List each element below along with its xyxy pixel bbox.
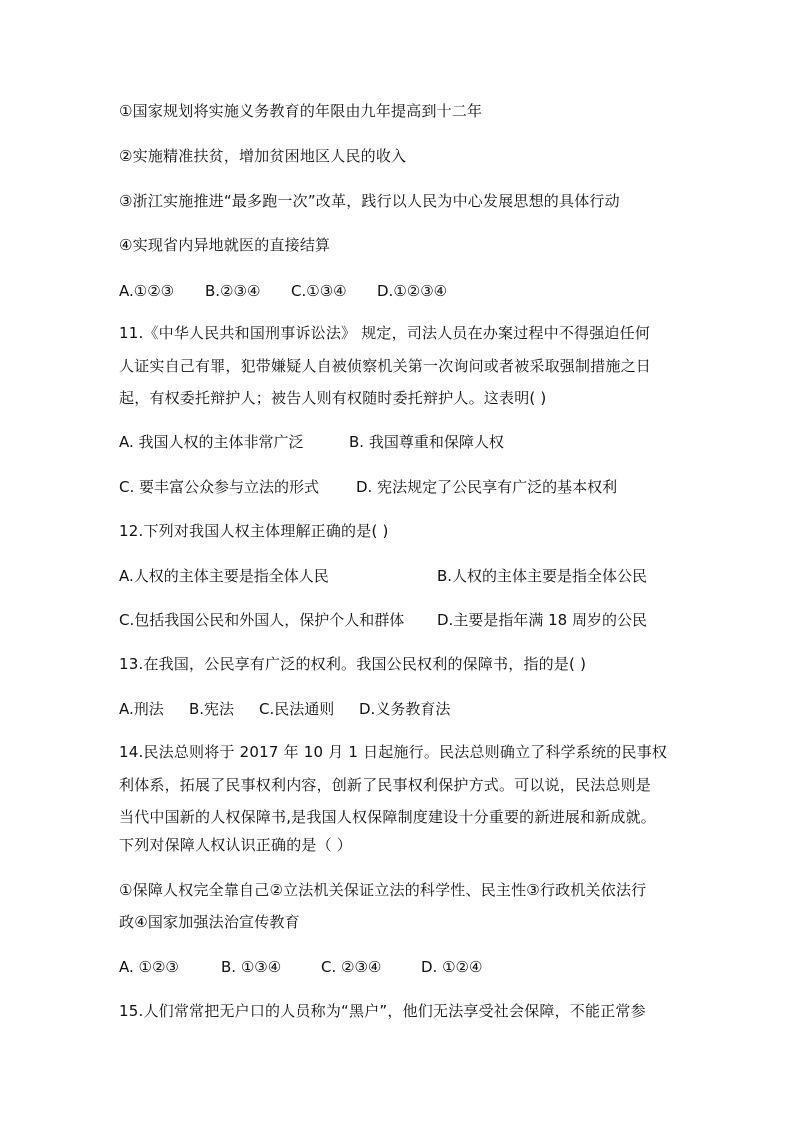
q13-stem: 13.在我国，公民享有广泛的权利。我国公民权利的保障书，指的是( ) (119, 655, 587, 673)
q11-line-2: 人证实自己有罪，犯带嫌疑人自被侦察机关第一次询问或者被采取强制措施之日 (119, 357, 652, 375)
q14-line-2: 利体系，拓展了民事权利内容，创新了民事权利保护方式。可以说，民法总则是 (119, 776, 652, 794)
q14-line-1: 14.民法总则将于 2017 年 10 月 1 日起施行。民法总则确立了科学系统的民事权 (119, 743, 668, 761)
q11-options-row-2 (119, 476, 617, 498)
q11-option-d: D. 宪法规定了公民享有广泛的基本权利 (356, 478, 618, 496)
q12-option-b: B.人权的主体主要是指全体公民 (437, 567, 648, 585)
q10-option-a: A.①②③ (119, 282, 175, 300)
q14-statement-line-2: 政④国家加强法治宣传教育 (119, 913, 300, 931)
q13-option-c: C.民法通则 (259, 700, 335, 718)
q12-options-row-2 (119, 609, 647, 631)
statement-3: ③浙江实施推进“最多跑一次”改革，践行以人民为中心发展思想的具体行动 (119, 192, 620, 210)
q14-option-a: A. ①②③ (119, 958, 179, 976)
q13-option-b: B.宪法 (189, 700, 235, 718)
q14-options (119, 956, 482, 978)
q14-line-3: 当代中国新的人权保障书,是我国人权保障制度建设十分重要的新进展和新成就。 (119, 808, 656, 826)
q11-option-a: A. 我国人权的主体非常广泛 (119, 433, 304, 451)
q11-line-3: 起，有权委托辩护人；被告人则有权随时委托辩护人。这表明( ) (119, 389, 547, 407)
statement-2: ②实施精准扶贫，增加贫困地区人民的收入 (119, 147, 407, 165)
q13-option-a: A.刑法 (119, 700, 164, 718)
statement-1: ①国家规划将实施义务教育的年限由九年提高到十二年 (119, 102, 483, 120)
q12-options-row-1 (119, 565, 647, 587)
q14-line-4: 下列对保障人权认识正确的是（ ） (119, 836, 352, 854)
q10-option-c: C.①③④ (291, 282, 347, 300)
statement-4: ④实现省内异地就医的直接结算 (119, 236, 331, 254)
q12-option-c: C.包括我国公民和外国人，保护个人和群体 (119, 611, 405, 629)
q10-options (119, 280, 447, 302)
q12-option-a: A.人权的主体主要是指全体人民 (119, 567, 329, 585)
q11-option-b: B. 我国尊重和保障人权 (349, 433, 504, 451)
q14-option-c: C. ②③④ (321, 958, 382, 976)
q11-option-c: C. 要丰富公众参与立法的形式 (119, 478, 320, 496)
q10-option-d: D.①②③④ (377, 282, 448, 300)
q13-option-d: D.义务教育法 (359, 700, 451, 718)
q13-options (119, 698, 450, 720)
q11-line-1: 11.《中华人民共和国刑事诉讼法》 规定，司法人员在办案过程中不得强迫任何 (119, 324, 651, 342)
q11-options-row-1 (119, 431, 504, 453)
q15-line-1: 15.人们常常把无户口的人员称为“黑户”，他们无法享受社会保障，不能正常参 (119, 1002, 646, 1020)
q14-option-b: B. ①③④ (221, 958, 282, 976)
q12-option-d: D.主要是指年满 18 周岁的公民 (437, 611, 647, 629)
q12-stem: 12.下列对我国人权主体理解正确的是( ) (119, 522, 389, 540)
q14-statement-line-1: ①保障人权完全靠自己②立法机关保证立法的科学性、民主性③行政机关依法行 (119, 881, 647, 899)
q14-option-d: D. ①②④ (421, 958, 483, 976)
q10-option-b: B.②③④ (205, 282, 261, 300)
